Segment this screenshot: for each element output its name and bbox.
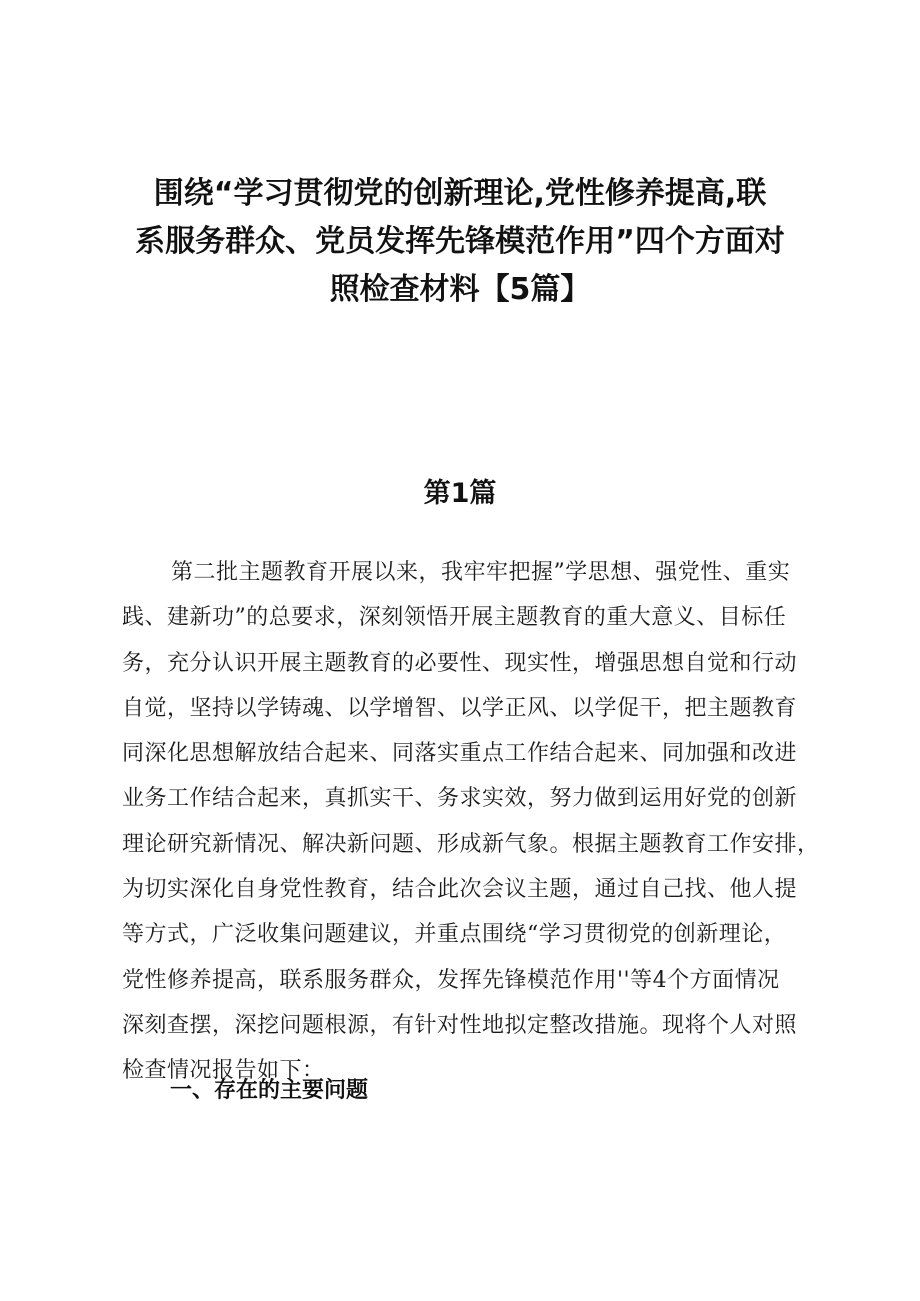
paragraph-line: 同深化思想解放结合起来、同落实重点工作结合起来、同加强和改进 <box>122 741 798 767</box>
paragraph-line: 自觉，坚持以学铸魂、以学增智、以学正风、以学促干，把主题教育 <box>122 695 798 721</box>
subheading-main-problems: 一、存在的主要问题 <box>170 1077 369 1103</box>
title-line: 围绕“学习贯彻党的创新理论,党性修养提高,联 <box>153 176 767 211</box>
document-title <box>120 170 800 314</box>
paragraph-line: 第二批主题教育开展以来，我牢牢把握”学思想、强党性、重实 <box>171 560 791 585</box>
paragraph-line: 等方式，广泛收集问题建议，并重点围绕“学习贯彻党的创新理论， <box>122 922 787 948</box>
title-line: 系服务群众、党员发挥先锋模范作用”四个方面对 <box>135 224 785 259</box>
paragraph-line: 党性修养提高，联系服务群众，发挥先锋模范作用''等4个方面情况 <box>122 967 780 993</box>
section-heading: 第1篇 <box>423 478 497 509</box>
paragraph-line: 业务工作结合起来，真抓实干、务求实效，努力做到运用好党的创新 <box>122 786 798 812</box>
body-paragraph <box>122 550 822 1094</box>
paragraph-line: 为切实深化自身党性教育，结合此次会议主题，通过自己找、他人提 <box>122 877 798 903</box>
paragraph-line: 务，充分认识开展主题教育的必要性、现实性，增强思想自觉和行动 <box>122 650 798 676</box>
paragraph-line: 践、建新功”的总要求，深刻领悟开展主题教育的重大意义、目标任 <box>122 605 787 631</box>
title-line: 照检查材料【5篇】 <box>329 272 591 307</box>
paragraph-line: 深刻查摆，深挖问题根源，有针对性地拟定整改措施。现将个人对照 <box>122 1012 798 1038</box>
paragraph-line: 检查情况报告如下： <box>122 1058 325 1084</box>
paragraph-line: 理论研究新情况、解决新问题、形成新气象。根据主题教育工作安排， <box>122 831 820 857</box>
